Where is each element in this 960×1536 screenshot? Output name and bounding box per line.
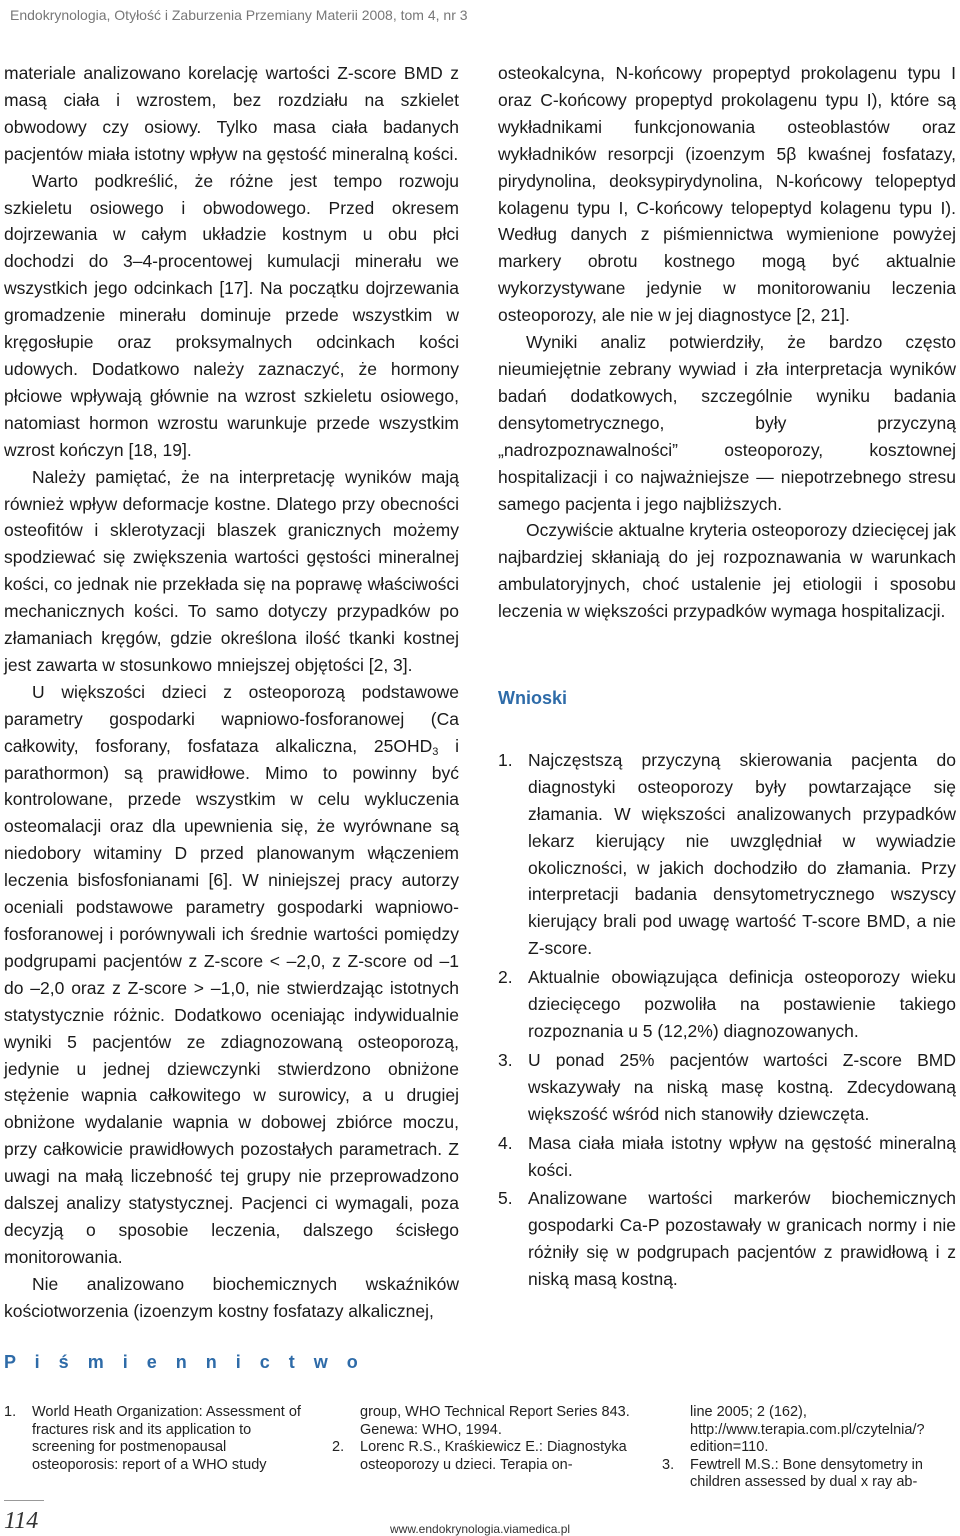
item-text: Najczęstszą przyczyną skierowania pacjenta do diagnostyki osteoporozy były powtarzające się złamania. W większości analizowanych przypadków lekarz kierujący nie uwzględniał w wywiadzie okoliczności, w jakich dochodziło do złamania. Przy interpretacji badania densytometrycznego wszyscy kierujący brali pod uwagę wartość T-score BMD, a nie Z-score. [528, 749, 956, 959]
item-number: 4. [498, 1132, 513, 1153]
text-run: U większości dzieci z osteoporozą podstawowe parametry gospodarki wapniowo-fosforanowej (Ca całkowity, fosforany, fosfataza alkaliczna, 25OHD [4, 681, 459, 756]
conclusion-item [498, 1185, 956, 1293]
references-heading: P i ś m i e n n i c t w o [4, 1352, 365, 1372]
paragraph: Oczywiście aktualne kryteria osteoporozy dziecięcej jak najbardziej skłaniają do jej rozpoznawania w warunkach ambulatoryjnych, choć ustalenie jej etiologii i sposobu leczenia w większości przypadków wymaga hospitalizacji. [498, 520, 956, 622]
reference-number: 1. [4, 1404, 17, 1420]
reference-number: 3. [662, 1456, 675, 1473]
left-column [4, 60, 459, 1325]
item-number: 1. [498, 749, 513, 770]
references-column-1 [4, 1404, 304, 1476]
reference-item [332, 1439, 632, 1474]
conclusions-list [498, 747, 956, 1293]
page-number-rule [4, 1500, 44, 1501]
references-column-3 [662, 1404, 958, 1494]
item-text: Masa ciała miała istotny wpływ na gęstość mineralną kości. [528, 1132, 956, 1180]
reference-number: 2. [332, 1439, 345, 1456]
conclusion-item [498, 747, 956, 962]
reference-text: Fewtrell M.S.: Bone densytometry in children assessed by dual x ray ab- [690, 1456, 923, 1491]
conclusion-item [498, 1130, 956, 1184]
item-number: 2. [498, 967, 513, 988]
reference-text: World Heath Organization: Assessment of fractures risk and its application to screening for postmenopausal osteoporosis: report of a WHO study [32, 1404, 301, 1473]
conclusion-item [498, 964, 956, 1045]
paragraph: Nie analizowano biochemicznych wskaźników kościotworzenia (izoenzym kostny fosfatazy alkalicznej, [4, 1273, 459, 1321]
reference-continuation: line 2005; 2 (162), http://www.terapia.com.pl/czytelnia/?edition=110. [690, 1404, 925, 1456]
reference-item [662, 1457, 958, 1492]
paragraph: Warto podkreślić, że różne jest tempo rozwoju szkieletu osiowego i obwodowego. Przed okresem dojrzewania w całym układzie kostnym u obu płci dochodzi do 3–4-procentowej kumulacji minerału we wszystkich jego odcinkach [17]. Na początku dojrzewania gromadzenie minerału dominuje przede wszystkim w kręgosłupie oraz proksymalnych odcinkach kości udowych. Dodatkowo należy zaznaczyć, że hormony płciowe wpływają głównie na wzrost szkieletu osiowego, natomiast hormon wzrostu warunkuje przede wszystkim wzrost kończyn [18, 19]. [4, 170, 459, 460]
page-number: 114 [4, 1508, 39, 1534]
text-run: i parathormon) są prawidłowe. Mimo to powinny być kontrolowane, przede wszystkim w celu wykluczenia osteomalacji oraz dla upewnienia się, że wyrównane są niedobory witaminy D przed planowanym włączeniem leczenia bisfosfonianami [6]. W niniejszej pracy autorzy oceniali podstawowe parametry gospodarki wapniowo-fosforanowej i porównywali ich średnie wartości pomiędzy podgrupami pacjentów z Z-score < –2,0, z Z-score od –1 do –2,0 oraz z Z-score > –1,0, nie stwierdzając istotnych statystycznie różnic. Dodatkowo oceniając indywidualnie wyniki 5 pacjentów ze zdiagnozowaną osteoporozą, jedynie u jednej dziewczynki stwierdzono obniżone stężenie wapnia całkowitego w surowicy, a u drugiej obniżone wydalanie wapnia w dobowej zbiórce moczu, przy całkowicie prawidłowych pozostałych parametrach. Z uwagi na małą liczebność tej grupy nie przeprowadzono dalszej analizy statystycznej. Pacjenci ci wymagali, poza decyzją o sposobie leczenia, dalszego ścisłego monitorowania. [4, 735, 460, 1267]
conclusion-item [498, 1047, 956, 1128]
item-text: Analizowane wartości markerów biochemicznych gospodarki Ca-P pozostawały w granicach normy i nie różniły się w podgrupach pacjentów z prawidłową i z niską masą kostną. [528, 1188, 956, 1290]
paragraph: Należy pamiętać, że na interpretację wyników mają również wpływ deformacje kostne. Dlatego przy obecności osteofitów i sklerotyzacji blaszek granicznych możemy spodziewać się zwiększenia wartości gęstości mineralnej kości, co jednak nie przekłada się na poprawę właściwości mechanicznych kości. To samo dotyczy przypadków po złamaniach kręgów, gdzie określona ilość tkanki kostnej jest zawarta w stosunkowo mniejszej objętości [2, 3]. [4, 466, 459, 675]
item-number: 5. [498, 1188, 513, 1209]
paragraph [4, 679, 459, 1271]
item-number: 3. [498, 1049, 513, 1070]
reference-item [4, 1404, 304, 1474]
item-text: Aktualnie obowiązująca definicja osteoporozy wieku dziecięcego pozwoliła na postawienie takiego rozpoznania u 5 (12,2%) diagnozowanych. [528, 967, 956, 1041]
reference-text: Lorenc R.S., Kraśkiewicz E.: Diagnostyka osteoporozy u dzieci. Terapia on- [360, 1439, 627, 1473]
conclusions-heading: Wnioski [498, 688, 568, 709]
subscript: 3 [432, 745, 439, 758]
reference-continuation: group, WHO Technical Report Series 843. Genewa: WHO, 1994. [360, 1404, 630, 1438]
paragraph: materiale analizowano korelację wartości Z-score BMD z masą ciała i wzrostem, bez rozdziału na szkielet obwodowy czy osiowy. Tylko masa ciała badanych pacjentów miała istotny wpływ na gęstość mineralną kości. [4, 63, 459, 164]
paragraph: Wyniki analiz potwierdziły, że bardzo często nieumiejętnie zebrany wywiad i zła interpretacja wyników badań dodatkowych, szczególnie wyniku badania densytometrycznego, były przyczyną „nadrozpoznawalności” osteoporozy, kosztownej hospitalizacji i co najważniejsze — niepotrzebnego stresu samego pacjenta i jego najbliższych. [498, 332, 956, 514]
item-text: U ponad 25% pacjentów wartości Z-score BMD wskazywały na niską masę kostną. Zdecydowaną większość wśród nich stanowiły dziewczęta. [528, 1049, 956, 1124]
footer-url[interactable]: www.endokrynologia.viamedica.pl [390, 1522, 571, 1536]
references-column-2 [332, 1404, 632, 1476]
running-header: Endokrynologia, Otyłość i Zaburzenia Przemiany Materii 2008, tom 4, nr 3 [10, 7, 468, 23]
right-column [498, 60, 956, 1295]
paragraph: osteokalcyna, N-końcowy propeptyd prokolagenu typu I oraz C-końcowy propeptyd prokolagenu typu I), które są wykładnikami funkcjonowania osteoblastów oraz wykładników resorpcji (izoenzym 5β kwaśnej fosfatazy, pirydynolina, deoksypirydynolina, N-końcowy telopeptyd kolagenu typu I, C-końcowy telopeptyd kolagenu typu I). Według danych z piśmiennictwa wymienione powyżej markery obrotu kostnego mogą być aktualnie wykorzystywane jedynie w monitorowaniu leczenia osteoporozy, ale nie w jej diagnostyce [2, 21]. [498, 63, 956, 326]
